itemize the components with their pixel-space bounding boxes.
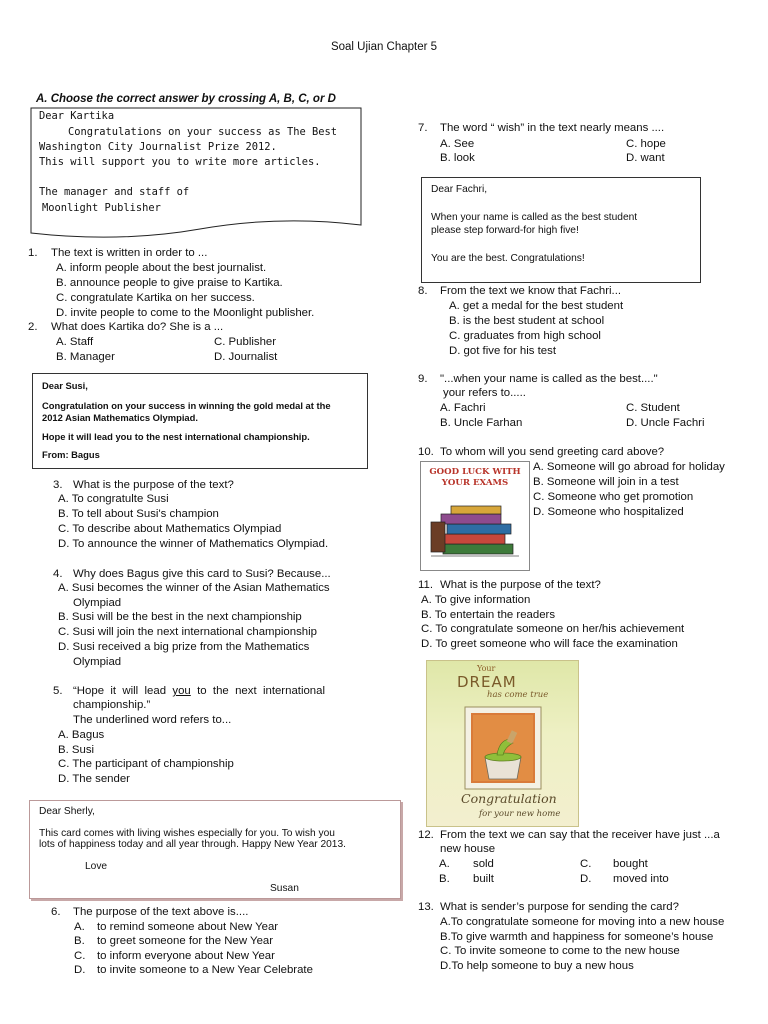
question-13-text: What is sender’s purpose for sending the card? [440, 901, 679, 913]
letter-line: This will support you to write more articles. [39, 156, 321, 168]
question-3-option-a: A. To congratulte Susi [58, 493, 169, 505]
question-11-option-b: B. To entertain the readers [421, 609, 556, 621]
card-sender: Susan [270, 883, 299, 894]
question-6-option-b: to greet someone for the New Year [97, 935, 274, 947]
card-greeting: Dear Sherly, [39, 806, 95, 817]
question-6-option-d: to invite someone to a New Year Celebrate [97, 964, 313, 976]
question-12-letter-d: D. [580, 873, 592, 885]
question-12-option-a: sold [473, 858, 494, 870]
question-11-number: 11. [418, 579, 433, 591]
books-stack-icon [421, 462, 529, 570]
question-13-number: 13. [418, 901, 434, 913]
good-luck-title-line1: GOOD LUCK WITH [429, 467, 521, 477]
question-6-option-c: to inform everyone about New Year [97, 950, 275, 962]
question-2-option-b: B. Manager [56, 351, 115, 363]
question-5-option-c: C. The participant of championship [58, 758, 234, 770]
question-2-number: 2. [28, 321, 38, 333]
question-5-text-before: “Hope it will lead [73, 685, 173, 697]
question-6-letter-c: C. [74, 950, 86, 962]
question-4-option-a-cont: Olympiad [73, 597, 122, 609]
question-12-text: From the text we can say that the receiver have just ...a [440, 829, 720, 841]
question-10-option-d: D. Someone who hospitalized [533, 506, 684, 518]
question-5-text-line3: The underlined word refers to... [73, 714, 232, 726]
question-7-option-d: D. want [626, 152, 665, 164]
question-12-letter-b: B. [439, 873, 450, 885]
question-1-option-d: D. invite people to come to the Moonlight publisher. [56, 307, 315, 319]
question-6-letter-b: B. [74, 935, 85, 947]
question-2-option-c: C. Publisher [214, 336, 277, 348]
question-12-option-b: built [473, 873, 494, 885]
question-13-option-c: C. To invite someone to come to the new house [440, 945, 680, 957]
question-3-option-d: D. To announce the winner of Mathematics Olympiad. [58, 538, 329, 550]
good-luck-card-image [420, 461, 530, 571]
question-7-number: 7. [418, 122, 428, 134]
question-4-option-a: A. Susi becomes the winner of the Asian Mathematics [58, 582, 330, 594]
question-2-option-a: A. Staff [56, 336, 94, 348]
letter-signoff: Moonlight Publisher [42, 202, 161, 214]
letter-line: Washington City Journalist Prize 2012. [39, 141, 277, 153]
question-3-option-c: C. To describe about Mathematics Olympiad [58, 523, 282, 535]
good-luck-title-line2: YOUR EXAMS [441, 478, 509, 488]
card-line: This card comes with living wishes especially for you. To wish you [39, 828, 335, 839]
question-9-option-a: A. Fachri [440, 402, 486, 414]
letter-kartika [30, 107, 362, 242]
dream-card-image [426, 660, 579, 827]
question-8-option-d: D. got five for his test [449, 345, 556, 357]
question-6-letter-d: D. [74, 964, 86, 976]
question-1-text: The text is written in order to ... [51, 247, 208, 259]
question-12-text-line2: new house [440, 843, 496, 855]
letter-greeting: Dear Kartika [39, 110, 115, 122]
question-4-number: 4. [53, 568, 63, 580]
question-11-option-d: D. To greet someone who will face the examination [421, 638, 678, 650]
question-8-text: From the text we know that Fachri... [440, 285, 622, 297]
card-from: From: Bagus [42, 449, 100, 460]
question-8-number: 8. [418, 285, 428, 297]
question-1-number: 1. [28, 247, 38, 259]
question-9-option-c: C. Student [626, 402, 680, 414]
question-5-text-line2: championship.” [73, 699, 151, 711]
question-4-option-d-cont: Olympiad [73, 656, 122, 668]
question-12-number: 12. [418, 829, 434, 841]
question-10-option-c: C. Someone who get promotion [533, 491, 694, 503]
card-fachri [421, 177, 701, 283]
question-10-option-a: A. Someone will go abroad for holiday [533, 461, 725, 473]
dream-card-for-new-home: for your new home [479, 809, 561, 819]
card-line: Hope it will lead you to the nest international championship. [42, 431, 310, 442]
card-closing: Love [85, 861, 108, 872]
card-line: When your name is called as the best student [431, 212, 638, 223]
card-line: Congratulation on your success in winning the gold medal at the [42, 400, 331, 411]
card-greeting: Dear Susi, [42, 380, 88, 391]
dream-card-dream: DREAM [457, 673, 517, 691]
question-11-text: What is the purpose of the text? [440, 579, 601, 591]
question-6-text: The purpose of the text above is.... [73, 906, 249, 918]
page-title: Soal Ujian Chapter 5 [330, 41, 438, 53]
card-susi [32, 373, 368, 469]
card-sherly [29, 800, 401, 899]
question-5-text-after: to the next international [190, 685, 326, 697]
question-9-text: "...when your name is called as the best...." [440, 373, 658, 385]
dream-card-your: Your [477, 664, 496, 673]
underlined-word: you [172, 685, 191, 697]
question-4-text: Why does Bagus give this card to Susi? Because... [73, 568, 331, 580]
question-12-option-d: moved into [613, 873, 669, 885]
question-6-number: 6. [51, 906, 61, 918]
question-1-option-b: B. announce people to give praise to Kartika. [56, 277, 283, 289]
card-line: please step forward-for high five! [431, 225, 579, 236]
question-3-option-b: B. To tell about Susi's champion [58, 508, 219, 520]
question-9-text-line2: your refers to..... [443, 387, 526, 399]
question-4-option-c: C. Susi will join the next international championship [58, 626, 317, 638]
question-2-text: What does Kartika do? She is a ... [51, 321, 224, 333]
question-13-option-d: D.To help someone to buy a new hous [440, 960, 634, 972]
question-7-option-c: C. hope [626, 138, 666, 150]
question-12-letter-a: A. [439, 858, 450, 870]
question-5-option-b: B. Susi [58, 744, 95, 756]
question-10-option-b: B. Someone will join in a test [533, 476, 679, 488]
question-5-number: 5. [53, 685, 63, 697]
question-3-text: What is the purpose of the text? [73, 479, 234, 491]
question-13-option-b: B.To give warmth and happiness for someone’s house [440, 931, 714, 943]
question-1-option-a: A. inform people about the best journalist. [56, 262, 267, 274]
section-a-instruction: A. Choose the correct answer by crossing A, B, C, or D [36, 93, 336, 105]
question-7-option-b: B. look [440, 152, 475, 164]
question-7-option-a: A. See [440, 138, 475, 150]
dream-card-congratulation: Congratulation [461, 791, 557, 806]
question-6-option-a: to remind someone about New Year [97, 921, 279, 933]
question-9-option-b: B. Uncle Farhan [440, 417, 523, 429]
question-4-option-d: D. Susi received a big prize from the Mathematics [58, 641, 310, 653]
question-1-option-c: C. congratulate Kartika on her success. [56, 292, 255, 304]
question-6-letter-a: A. [74, 921, 85, 933]
letter-line: Congratulations on your success as The Best [68, 126, 337, 138]
question-9-number: 9. [418, 373, 428, 385]
question-5-option-d: D. The sender [58, 773, 130, 785]
question-12-letter-c: C. [580, 858, 592, 870]
question-13-option-a: A.To congratulate someone for moving into a new house [440, 916, 725, 928]
question-10-text: To whom will you send greeting card above? [440, 446, 665, 458]
question-8-option-c: C. graduates from high school [449, 330, 601, 342]
card-line: 2012 Asian Mathematics Olympiad. [42, 412, 198, 423]
question-7-text: The word “ wish” in the text nearly means .... [440, 122, 665, 134]
question-4-option-b: B. Susi will be the best in the next championship [58, 611, 302, 623]
card-greeting: Dear Fachri, [431, 184, 488, 195]
dream-card-has-come-true: has come true [487, 690, 549, 700]
question-5-option-a: A. Bagus [58, 729, 105, 741]
question-11-option-c: C. To congratulate someone on her/his achievement [421, 623, 685, 635]
question-10-number: 10. [418, 446, 434, 458]
letter-signoff: The manager and staff of [39, 186, 190, 198]
question-11-option-a: A. To give information [421, 594, 531, 606]
question-9-option-d: D. Uncle Fachri [626, 417, 705, 429]
question-5-text [73, 684, 325, 699]
question-8-option-b: B. is the best student at school [449, 315, 605, 327]
question-3-number: 3. [53, 479, 63, 491]
card-line: You are the best. Congratulations! [431, 253, 585, 264]
question-2-option-d: D. Journalist [214, 351, 278, 363]
question-12-option-c: bought [613, 858, 648, 870]
question-8-option-a: A. get a medal for the best student [449, 300, 624, 312]
card-line: lots of happiness today and all year through. Happy New Year 2013. [39, 839, 346, 850]
